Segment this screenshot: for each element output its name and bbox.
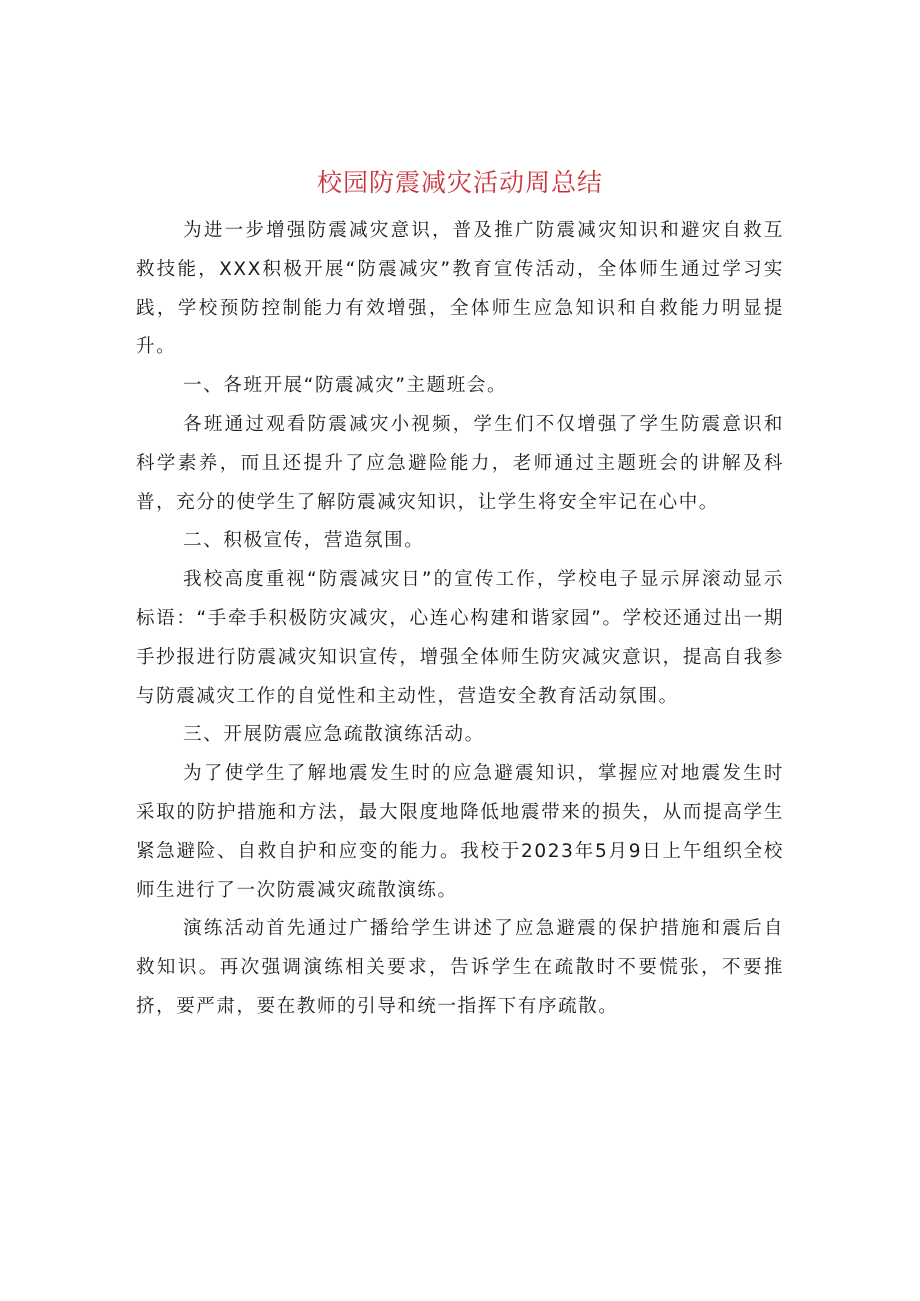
document-body (136, 212, 784, 1027)
section-heading-1: 一、各班开展“防震减灾”主题班会。 (183, 375, 508, 397)
section-heading-3: 三、开展防震应急疏散演练活动。 (183, 724, 485, 746)
section-3-paragraph-1: 为了使学生了解地震发生时的应急避震知识，掌握应对地震发生时采取的防护措施和方法，最大限度地降低地震带来的损失，从而提高学生紧急避险、自救自护和应变的能力。我校于2023年5月9日上午组织全校师生进行了一次防震减灾疏散演练。 (136, 763, 784, 901)
intro-paragraph: 为进一步增强防震减灾意识，普及推广防震减灾知识和避灾自救互救技能，XXX积极开展“防震减灾”教育宣传活动，全体师生通过学习实践，学校预防控制能力有效增强，全体师生应急知识和自救能力明显提升。 (136, 220, 784, 358)
section-heading-2: 二、积极宣传，营造氛围。 (183, 530, 425, 552)
section-3-paragraph-2: 演练活动首先通过广播给学生讲述了应急避震的保护措施和震后自救知识。再次强调演练相关要求，告诉学生在疏散时不要慌张，不要推挤，要严肃，要在教师的引导和统一指挥下有序疏散。 (136, 918, 784, 1017)
section-2-paragraph: 我校高度重视“防震减灾日”的宣传工作，学校电子显示屏滚动显示标语：“手牵手积极防灾减灾，心连心构建和谐家园”。学校还通过出一期手抄报进行防震减灾知识宣传，增强全体师生防灾减灾意识，提高自我参与防震减灾工作的自觉性和主动性，营造安全教育活动氛围。 (136, 569, 784, 707)
document-title: 校园防震减灾活动周总结 (316, 168, 603, 197)
section-1-paragraph: 各班通过观看防震减灾小视频，学生们不仅增强了学生防震意识和科学素养，而且还提升了应急避险能力，老师通过主题班会的讲解及科普，充分的使学生了解防震减灾知识，让学生将安全牢记在心中。 (136, 413, 784, 513)
